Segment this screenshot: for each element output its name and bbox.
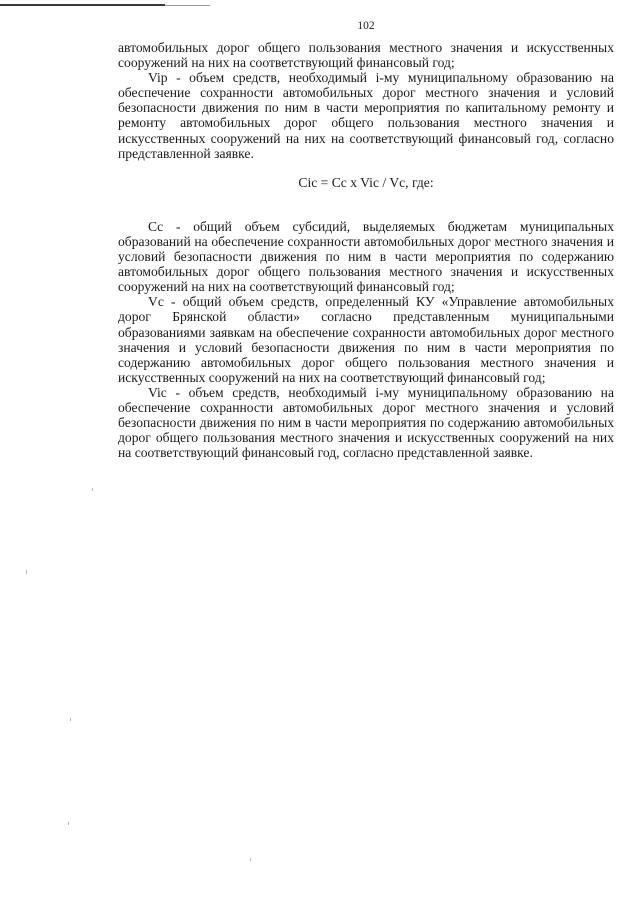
document-body <box>118 40 614 460</box>
page-number: 102 <box>357 20 375 32</box>
paragraph-continuation: автомобильных дорог общего пользования местного значения и искусственных сооружений на них на соответствующий финансовый год; <box>118 40 614 71</box>
definition-vic: Vic - объем средств, необходимый i-му муниципальному образованию на обеспечение сохранности автомобильных дорог местного значения и условий безопасности движения по ним в части мероприятия по содержанию автомобильных дорог общего пользования местного значения и искусственных сооружений на них на соответствующий финансовый год, согласно представленной заявке. <box>118 384 614 461</box>
scan-speck <box>26 570 27 574</box>
scan-speck <box>68 822 69 825</box>
definition-vc: Vc - общий объем средств, определенный КУ «Управление автомобильных дорог Брянской области» согласно представленным муниципальными образованиями заявкам на обеспечение сохранности автомобильных дорог местного значения и условий безопасности движения по ним в части мероприятия по содержанию автомобильных дорог общего пользования местного значения и искусственных сооружений на них на соответствующий финансовый год; <box>118 294 614 385</box>
formula: Cic = Cc x Vic / Vc, где: <box>298 174 434 190</box>
definition-cc: Cc - общий объем субсидий, выделяемых бюджетам муниципальных образований на обеспечение сохранности автомобильных дорог местного значения и условий безопасности движения по ним в части мероприятия по содержанию автомобильных дорог общего пользования местного значения и искусственных сооружений на них на соответствующий финансовый год; <box>118 218 614 295</box>
scan-edge-mark <box>0 4 165 6</box>
scan-speck <box>70 718 71 721</box>
scan-edge-mark-faint <box>165 5 210 6</box>
scan-speck <box>92 488 93 491</box>
scan-speck <box>250 858 251 861</box>
paragraph-vip-definition: Vip - объем средств, необходимый i-му муниципальному образованию на обеспечение сохранности автомобильных дорог местного значения и условий безопасности движения по ним в части мероприятия по капитальному ремонту и ремонту автомобильных дорог общего пользования местного значения и искусственных сооружений на них на соответствующий финансовый год, согласно представленной заявке. <box>118 70 614 161</box>
